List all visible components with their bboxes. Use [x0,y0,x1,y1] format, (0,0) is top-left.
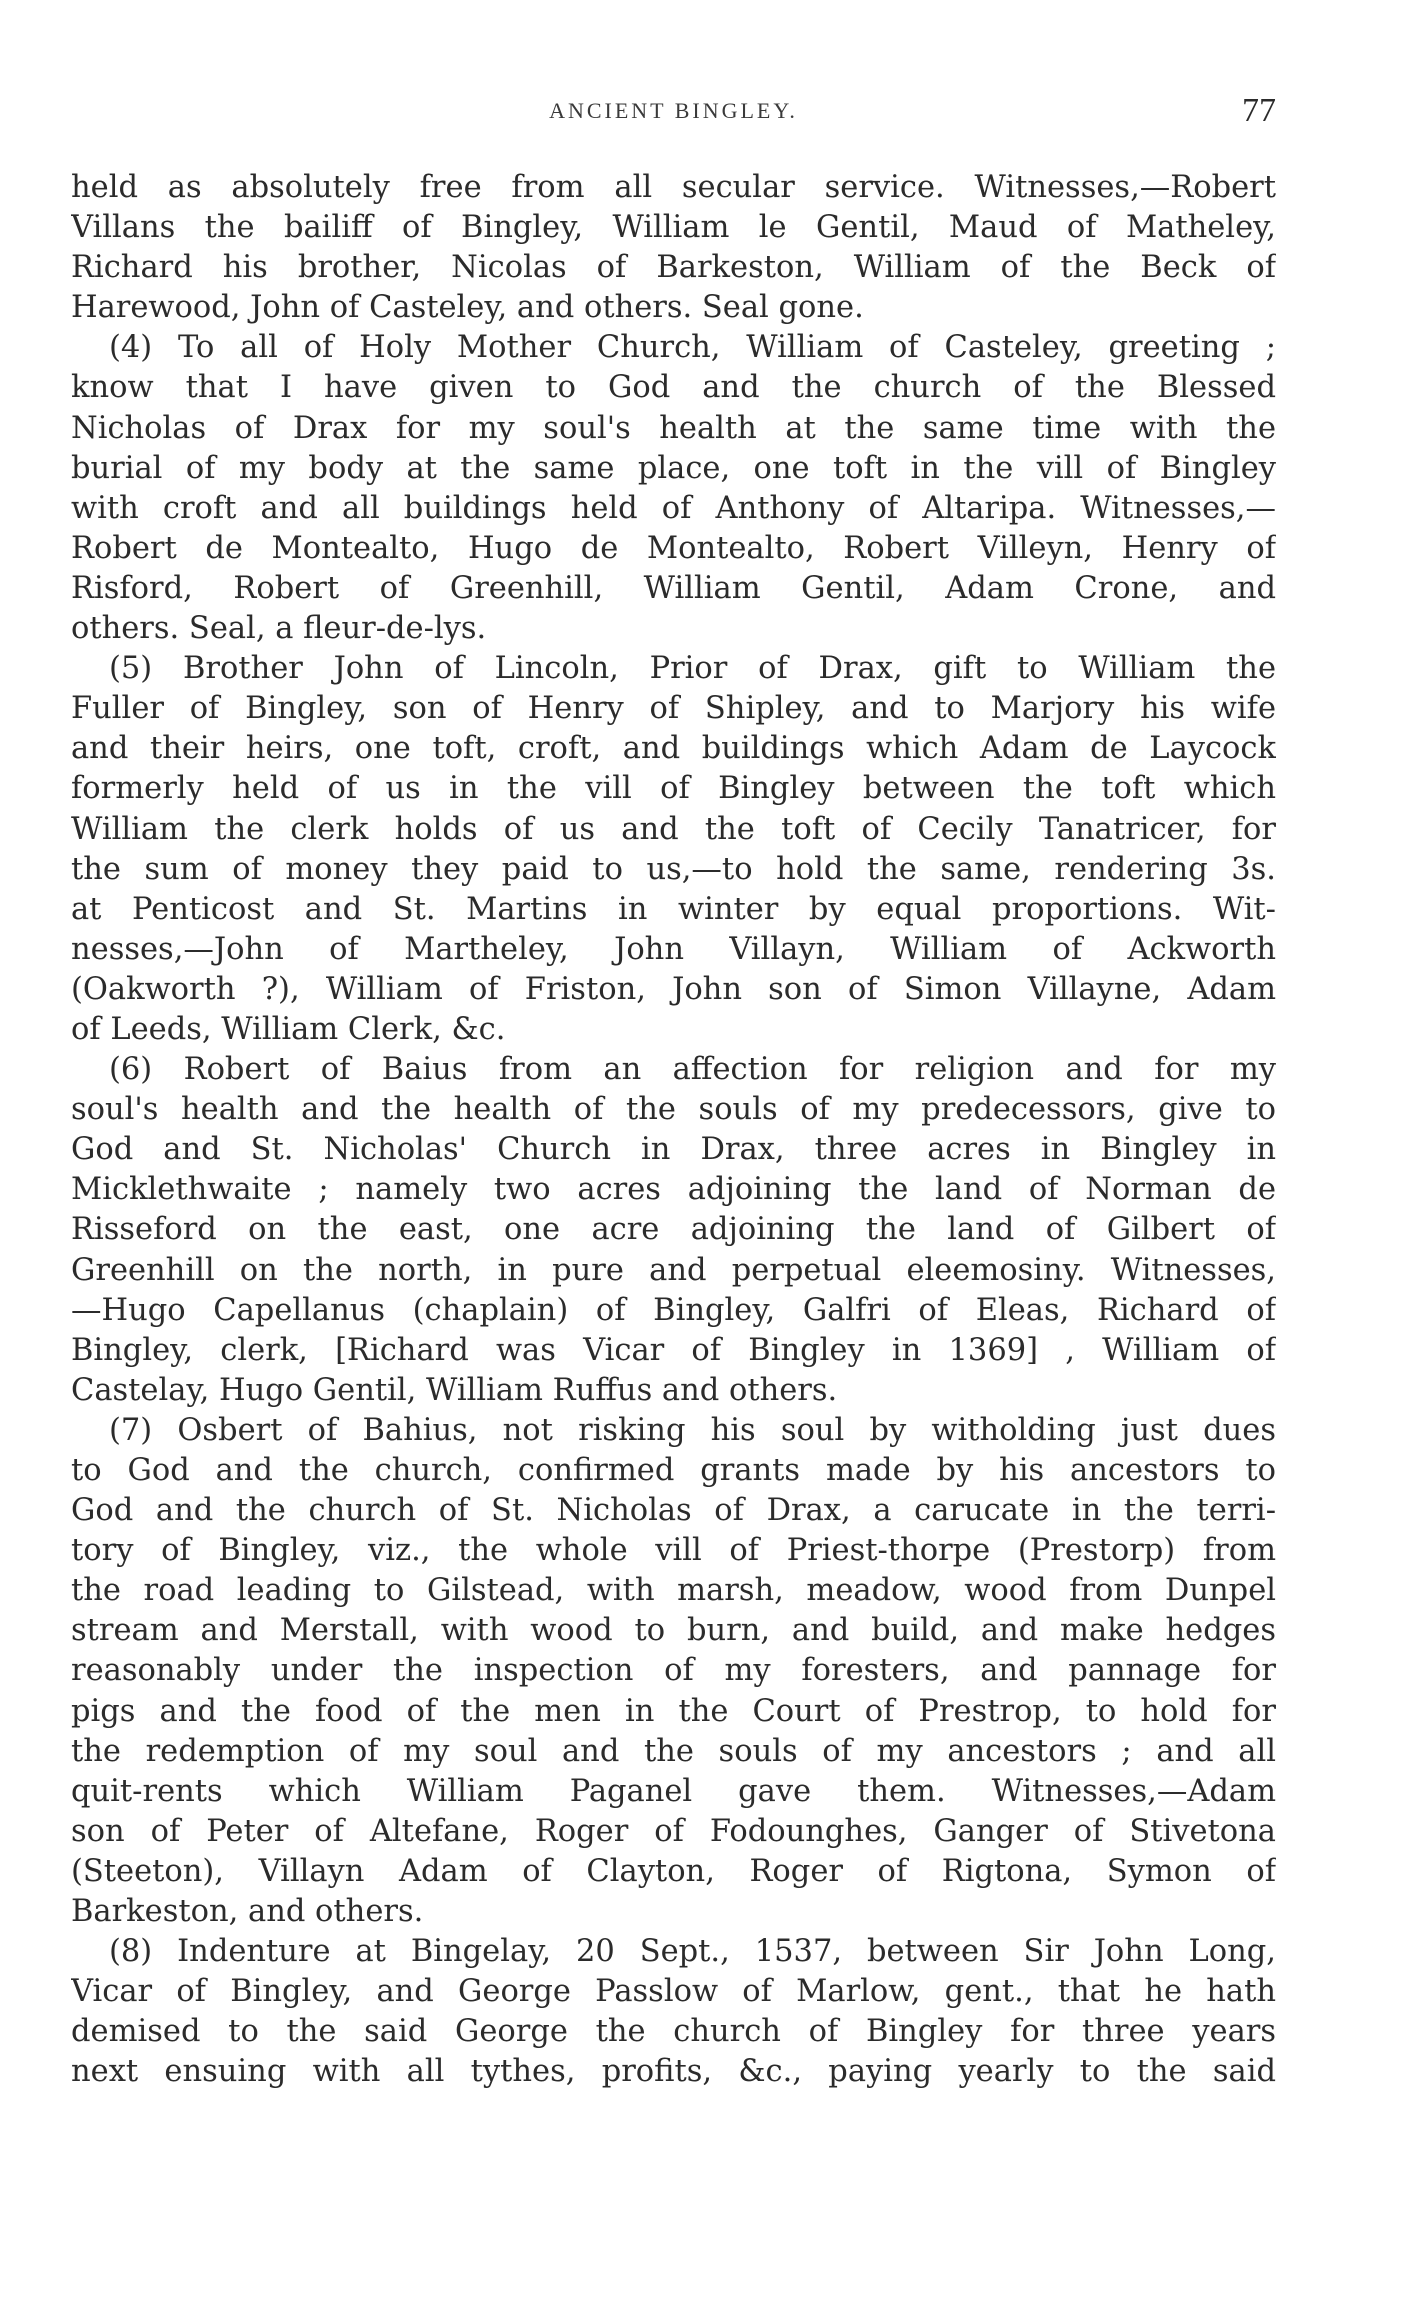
text-line: stream and Merstall, with wood to burn, and build, and make hedges [71,1613,1276,1649]
text-line: others. Seal, a fleur-de-lys. [71,611,487,647]
running-title: ANCIENT BINGLEY. [549,98,798,123]
text-line: (Oakworth ?), William of Friston, John son of Simon Villayne, Adam [71,971,1276,1007]
paragraph-start-6: (6) Robert of Baius from an affection for religion and for my [109,1052,1276,1088]
text-line: at Penticost and St. Martins in winter by equal proportions. Wit- [71,891,1276,927]
text-line: quit-rents which William Paganel gave them. Witnesses,—Adam [71,1773,1276,1809]
text-line: son of Peter of Altefane, Roger of Fodounghes, Ganger of Stivetona [71,1813,1276,1849]
paragraph-start-8: (8) Indenture at Bingelay, 20 Sept., 1537, between Sir John Long, [109,1934,1276,1970]
text-line: Harewood, John of Casteley, and others. Seal gone. [71,290,864,326]
text-line: (Steeton), Villayn Adam of Clayton, Roger of Rigtona, Symon of [71,1853,1276,1889]
paragraph-start-4: (4) To all of Holy Mother Church, William of Casteley, greeting ; [109,330,1276,366]
paragraph-start-5: (5) Brother John of Lincoln, Prior of Drax, gift to William the [109,651,1276,687]
text-line: Nicholas of Drax for my soul's health at the same time with the [71,410,1276,446]
text-line: Barkeston, and others. [71,1894,424,1930]
text-line: Micklethwaite ; namely two acres adjoining the land of Norman de [71,1172,1276,1208]
text-line: Bingley, clerk, [Richard was Vicar of Bingley in 1369] , William of [71,1332,1276,1368]
text-line: soul's health and the health of the souls of my predecessors, give to [71,1092,1276,1128]
text-line: demised to the said George the church of Bingley for three years [71,2014,1276,2050]
text-line: Risseford on the east, one acre adjoining the land of Gilbert of [71,1212,1276,1248]
text-line: Greenhill on the north, in pure and perpetual eleemosiny. Witnesses, [71,1252,1276,1288]
text-line: God and St. Nicholas' Church in Drax, three acres in Bingley in [71,1132,1276,1168]
paragraph-start-7: (7) Osbert of Bahius, not risking his soul by witholding just dues [109,1412,1276,1448]
text-line: Richard his brother, Nicolas of Barkeston, William of the Beck of [71,250,1276,286]
text-line: Villans the bailiff of Bingley, William le Gentil, Maud of Matheley, [71,210,1276,246]
text-line: —Hugo Capellanus (chaplain) of Bingley, Galfri of Eleas, Richard of [71,1292,1276,1328]
text-line: the redemption of my soul and the souls of my ancestors ; and all [71,1733,1276,1769]
page-number: 77 [1242,92,1276,129]
running-head [71,92,1276,140]
text-line: to God and the church, confirmed grants made by his ancestors to [71,1453,1276,1488]
book-page [71,0,1276,2302]
text-line: Fuller of Bingley, son of Henry of Shipley, and to Marjory his wife [71,691,1276,727]
text-line: and their heirs, one toft, croft, and buildings which Adam de Laycock [71,731,1276,767]
body-text [71,168,1276,2093]
text-line: Robert de Montealto, Hugo de Montealto, Robert Villeyn, Henry of [71,530,1276,566]
text-line: William the clerk holds of us and the toft of Cecily Tanatricer, for [71,811,1276,847]
text-line: of Leeds, William Clerk, &c. [71,1011,506,1047]
text-line: God and the church of St. Nicholas of Drax, a carucate in the terri- [71,1493,1276,1529]
text-line: formerly held of us in the vill of Bingley between the toft which [71,771,1276,807]
text-line: with croft and all buildings held of Anthony of Altaripa. Witnesses,— [71,490,1276,526]
text-line: tory of Bingley, viz., the whole vill of Priest-thorpe (Prestorp) from [71,1533,1276,1569]
text-line: the sum of money they paid to us,—to hold the same, rendering 3s. [71,851,1276,887]
text-line: know that I have given to God and the church of the Blessed [71,370,1276,406]
text-line: Vicar of Bingley, and George Passlow of Marlow, gent., that he hath [71,1974,1276,2010]
text-line: reasonably under the inspection of my foresters, and pannage for [71,1653,1276,1689]
text-line: Risford, Robert of Greenhill, William Gentil, Adam Crone, and [71,570,1276,606]
text-line: the road leading to Gilstead, with marsh, meadow, wood from Dunpel [71,1573,1276,1609]
text-line: pigs and the food of the men in the Court of Prestrop, to hold for [71,1693,1276,1729]
text-line: next ensuing with all tythes, profits, &c., paying yearly to the said [71,2054,1276,2090]
text-line: burial of my body at the same place, one toft in the vill of Bingley [71,450,1276,486]
text-line: Castelay, Hugo Gentil, William Ruffus and others. [71,1372,838,1408]
text-line: held as absolutely free from all secular service. Witnesses,—Robert [71,170,1276,205]
text-line: nesses,—John of Martheley, John Villayn, William of Ackworth [71,931,1276,967]
